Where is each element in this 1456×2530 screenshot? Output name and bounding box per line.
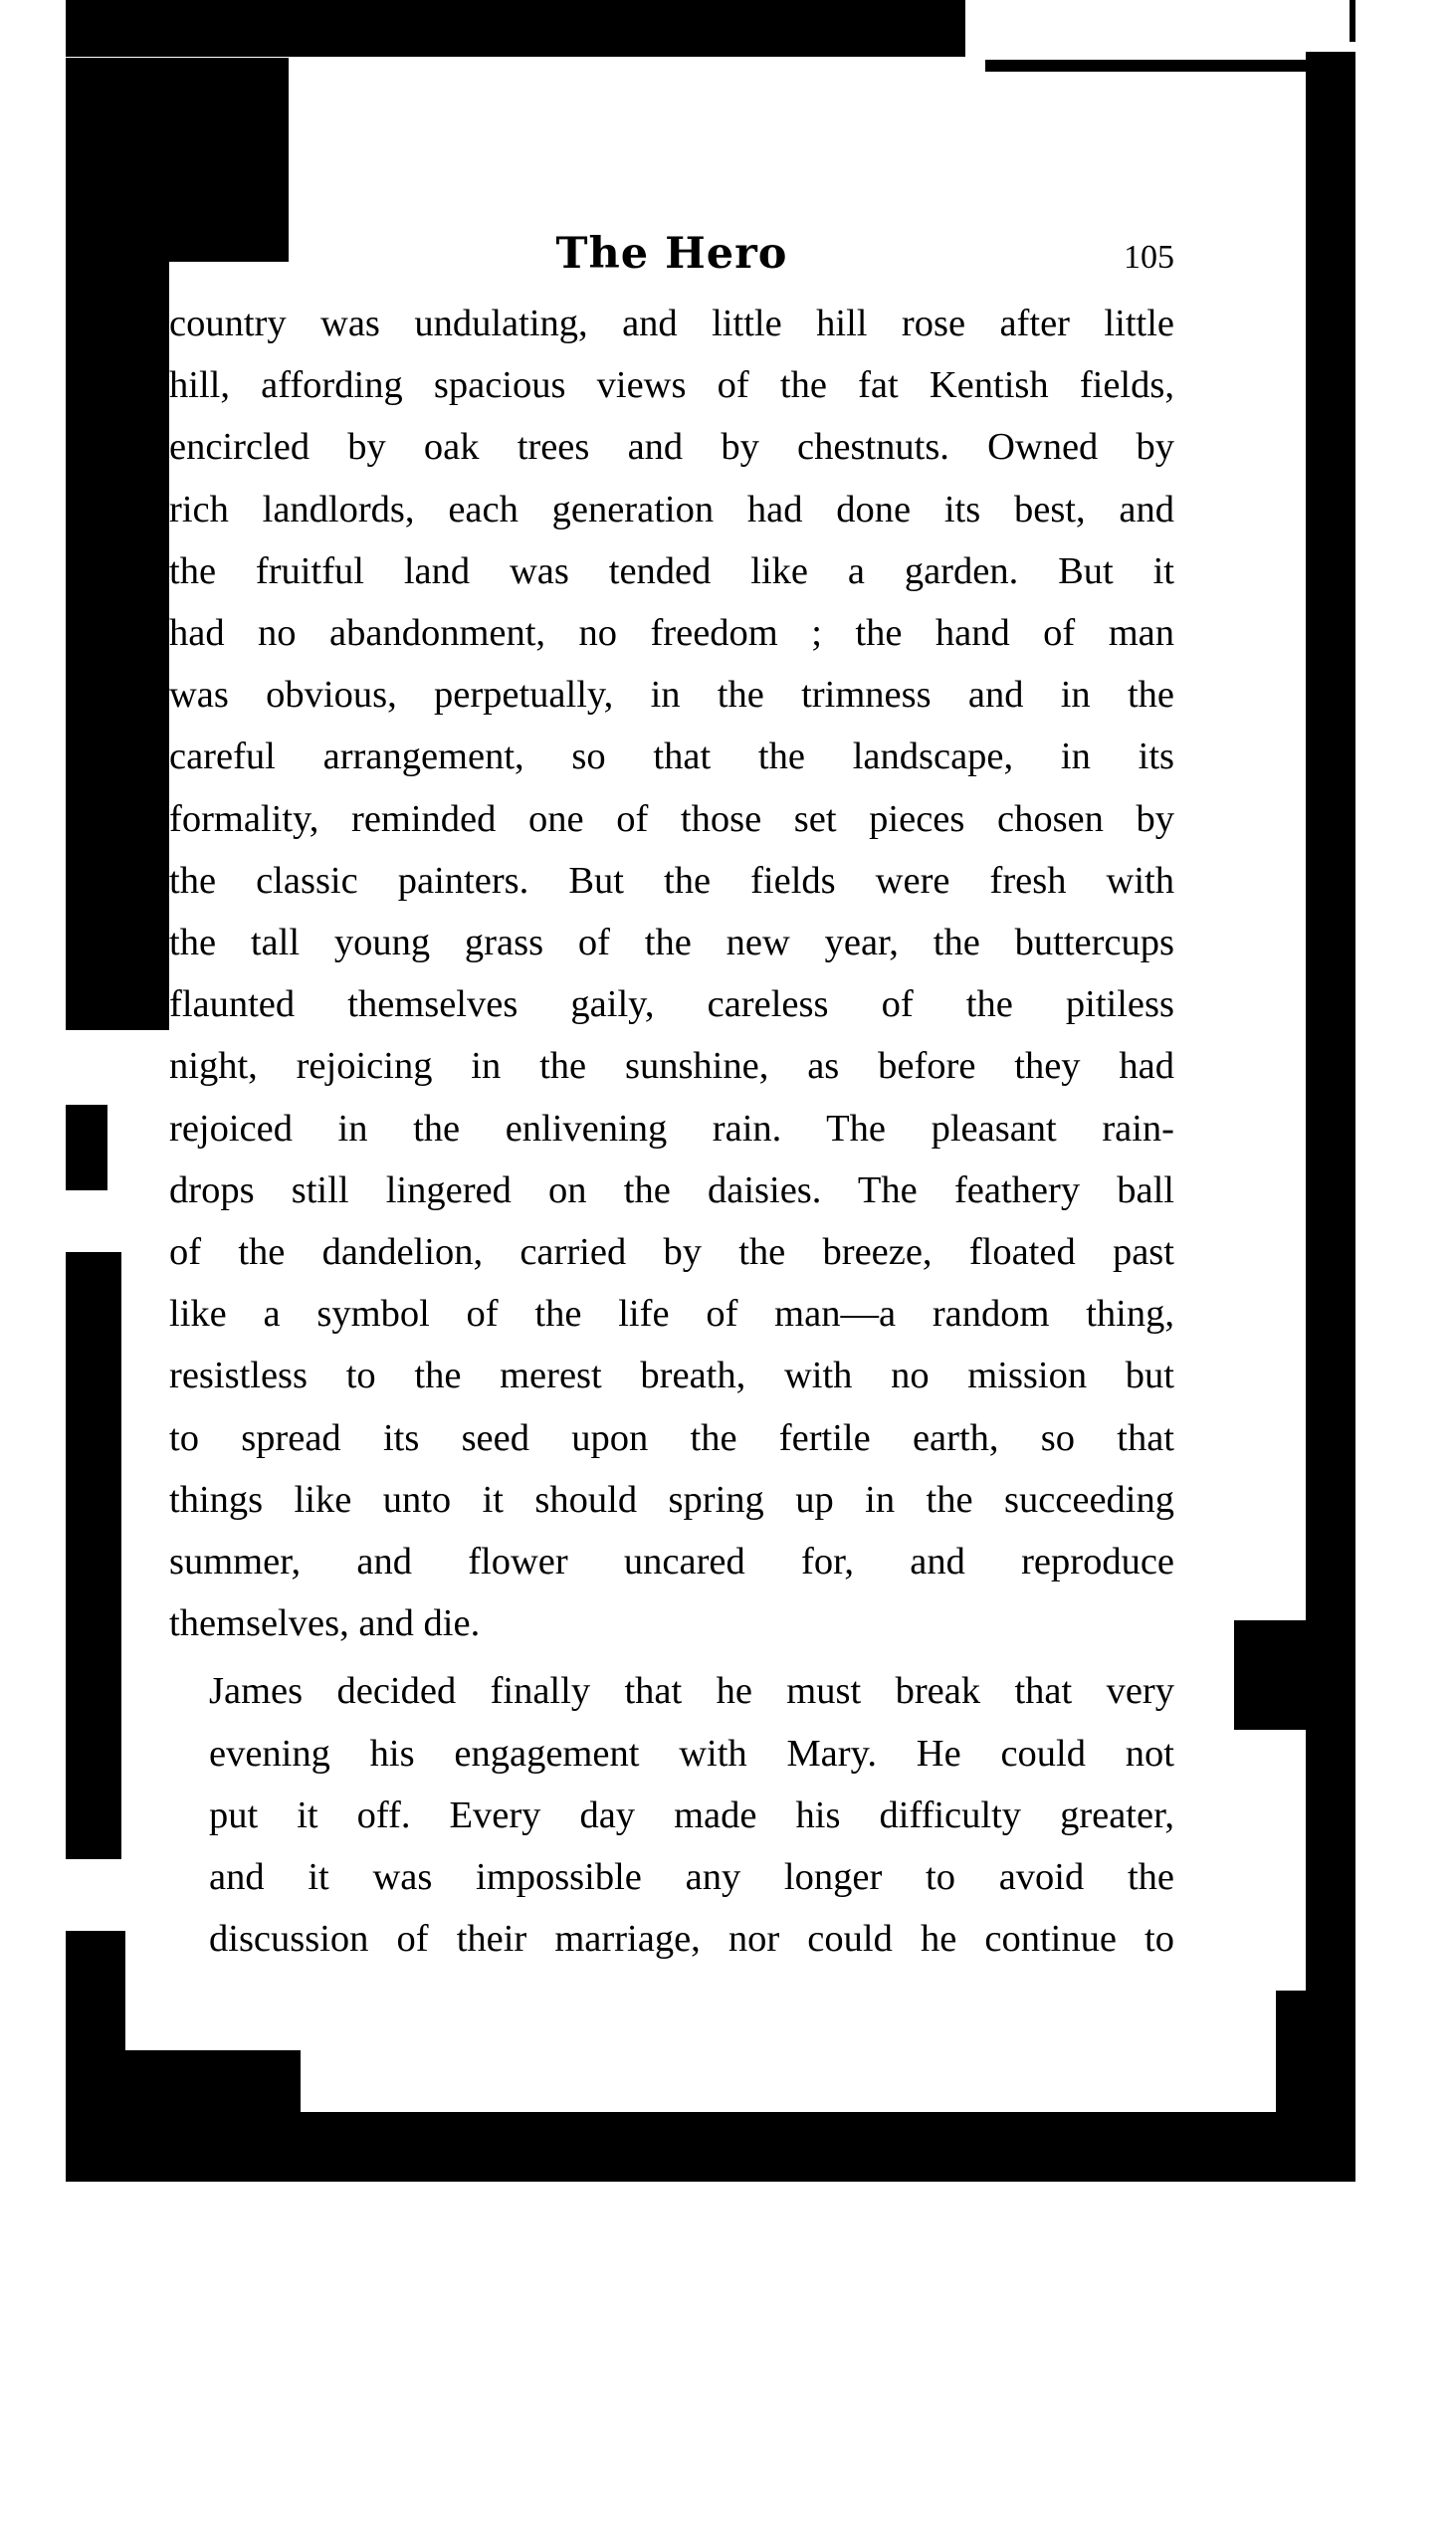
scan-border-right-edge [1350,0,1355,42]
scan-border-left-middle [66,1252,121,1859]
running-head [169,221,1174,281]
text-line: evening his engagement with Mary. He could not [209,1732,1174,1775]
text-line: rejoiced in the enlivening rain. The pleasant rain- [169,1107,1174,1150]
text-line: formality, reminded one of those set pieces chosen by [169,797,1174,840]
text-line: things like unto it should spring up in the succeeding [169,1478,1174,1521]
text-line: James decided finally that he must break that very [209,1670,1174,1713]
text-line: of the dandelion, carried by the breeze, floated past [169,1231,1174,1274]
text-line: themselves, and die. [169,1602,481,1645]
scan-border-right [1306,52,1355,2112]
scan-border-right-nub [1234,1620,1306,1730]
scan-border-right-notch [1276,1991,1306,2112]
running-title: The Hero [555,229,788,279]
text-line: had no abandonment, no freedom ; the hand of man [169,612,1174,655]
text-line: resistless to the merest breath, with no mission but [169,1355,1174,1397]
scan-border-top-right [985,60,1324,72]
text-line: discussion of their marriage, nor could he continue to [209,1918,1174,1961]
scan-border-bottom [66,2112,1355,2182]
paragraph [169,1660,1174,1970]
text-line: encircled by oak trees and by chestnuts. Owned by [169,426,1174,469]
scan-border-left-fragment [66,1105,107,1190]
text-line: night, rejoicing in the sunshine, as before they had [169,1045,1174,1088]
text-line: to spread its seed upon the fertile earth, so that [169,1416,1174,1459]
paragraph [169,293,1174,1654]
scan-border-left [66,259,169,1030]
text-line: the tall young grass of the new year, the buttercups [169,922,1174,964]
text-line: flaunted themselves gaily, careless of the pitiless [169,983,1174,1026]
text-line: the fruitful land was tended like a garden. But it [169,549,1174,592]
scan-border-left-bottom [66,2050,301,2112]
text-line: and it was impossible any longer to avoid the [209,1856,1174,1899]
page-number: 105 [1124,239,1174,276]
text-line: the classic painters. But the fields were fresh with [169,859,1174,902]
text-line: like a symbol of the life of man—a random thing, [169,1293,1174,1336]
page-content [169,221,1174,1970]
text-line: summer, and flower uncared for, and reproduce [169,1541,1174,1583]
text-line: hill, affording spacious views of the fat Kentish fields, [169,364,1174,407]
text-line: careful arrangement, so that the landscape, in its [169,736,1174,778]
text-line: put it off. Every day made his difficulty greater, [209,1793,1174,1836]
scan-border-top [66,0,965,57]
text-line: rich landlords, each generation had done its best, and [169,488,1174,530]
text-line: country was undulating, and little hill rose after little [169,303,1174,344]
text-line: drops still lingered on the daisies. The feathery ball [169,1168,1174,1211]
text-line: was obvious, perpetually, in the trimness and in the [169,674,1174,717]
